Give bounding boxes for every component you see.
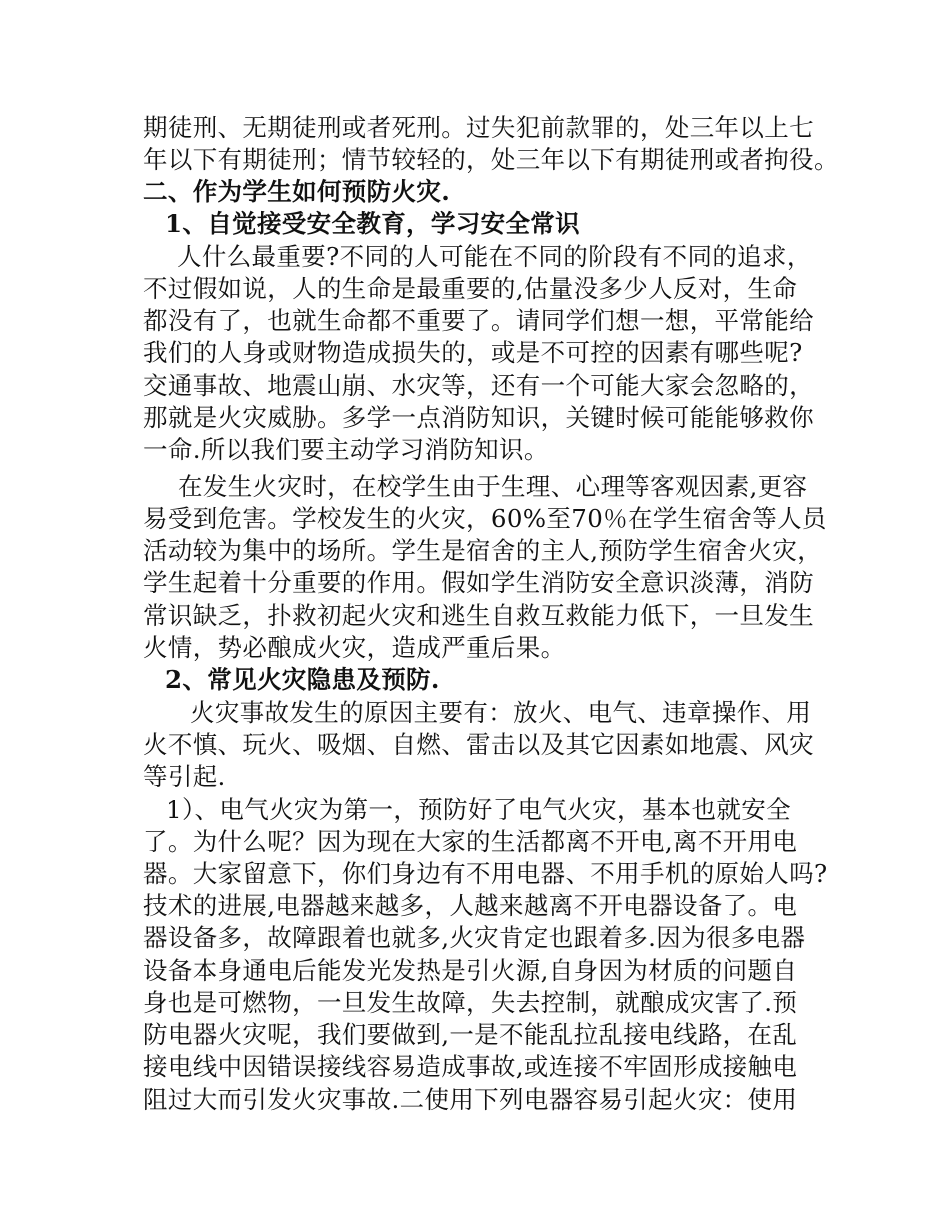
body-line: 火不慎、玩火、吸烟、自燃、雷击以及其它因素如地震、风灾 <box>143 730 814 759</box>
body-line: 了。为什么呢？因为现在大家的生活都离不开电,离不开用电 <box>143 827 798 856</box>
body-line: 等引起. <box>143 762 226 791</box>
body-line: 技术的进展,电器越来越多，人越来越离不开电器设备了。电 <box>143 891 798 920</box>
body-line: 阻过大而引发火灾事故.二使用下列电器容易引起火灾：使用 <box>143 1085 798 1114</box>
body-line: 器设备多，故障跟着也就多,火灾肯定也跟着多.因为很多电器 <box>143 923 806 952</box>
paragraph-first-line: 火灾事故发生的原因主要有：放火、电气、违章操作、用 <box>190 698 812 727</box>
body-line: 期徒刑、无期徒刑或者死刑。过失犯前款罪的，处三年以上七 <box>143 113 814 142</box>
section-heading: 二、作为学生如何预防火灾. <box>143 177 451 206</box>
body-line: 易受到危害。学校发生的火灾，60%至70％在学生宿舍等人员 <box>143 504 827 533</box>
list-item-first-line: 1）、电气火灾为第一，预防好了电气火灾，基本也就安全 <box>166 795 791 824</box>
body-line: 活动较为集中的场所。学生是宿舍的主人,预防学生宿舍火灾， <box>143 536 823 565</box>
body-line: 年以下有期徒刑；情节较轻的，处三年以下有期徒刑或者拘役。 <box>143 145 839 174</box>
subsection-heading: 2、常见火灾隐患及预防. <box>165 665 440 694</box>
body-line: 常识缺乏，扑救初起火灾和逃生自救互救能力低下，一旦发生 <box>143 601 814 630</box>
body-line: 一命.所以我们要主动学习消防知识。 <box>143 435 549 464</box>
paragraph-first-line: 在发生火灾时，在校学生由于生理、心理等客观因素,更容 <box>178 472 808 501</box>
body-line: 身也是可燃物，一旦发生故障，失去控制，就酿成灾害了.预 <box>143 988 798 1017</box>
paragraph-first-line: 人什么最重要?不同的人可能在不同的阶段有不同的追求， <box>177 242 812 271</box>
body-line: 防电器火灾呢，我们要做到,一是不能乱拉乱接电线路，在乱 <box>143 1020 798 1049</box>
body-line: 交通事故、地震山崩、水灾等，还有一个可能大家会忽略的， <box>143 371 814 400</box>
body-line: 器。大家留意下，你们身边有不用电器、不用手机的原始人吗? <box>143 859 828 888</box>
body-line: 火情，势必酿成火灾，造成严重后果。 <box>143 633 566 662</box>
body-line: 我们的人身或财物造成损失的，或是不可控的因素有哪些呢? <box>143 338 803 367</box>
body-line: 设备本身通电后能发光发热是引火源,自身因为材质的问题自 <box>143 956 798 985</box>
body-line: 那就是火灾威胁。多学一点消防知识，关键时候可能能够救你 <box>143 403 814 432</box>
subsection-heading: 1、自觉接受安全教育，学习安全常识 <box>165 209 580 238</box>
body-line: 不过假如说，人的生命是最重要的,估量没多少人反对，生命 <box>143 274 798 303</box>
body-line: 学生起着十分重要的作用。假如学生消防安全意识淡薄，消防 <box>143 568 814 597</box>
body-line: 都没有了，也就生命都不重要了。请同学们想一想，平常能给 <box>143 306 814 335</box>
body-line: 接电线中因错误接线容易造成事故,或连接不牢固形成接触电 <box>143 1052 798 1081</box>
